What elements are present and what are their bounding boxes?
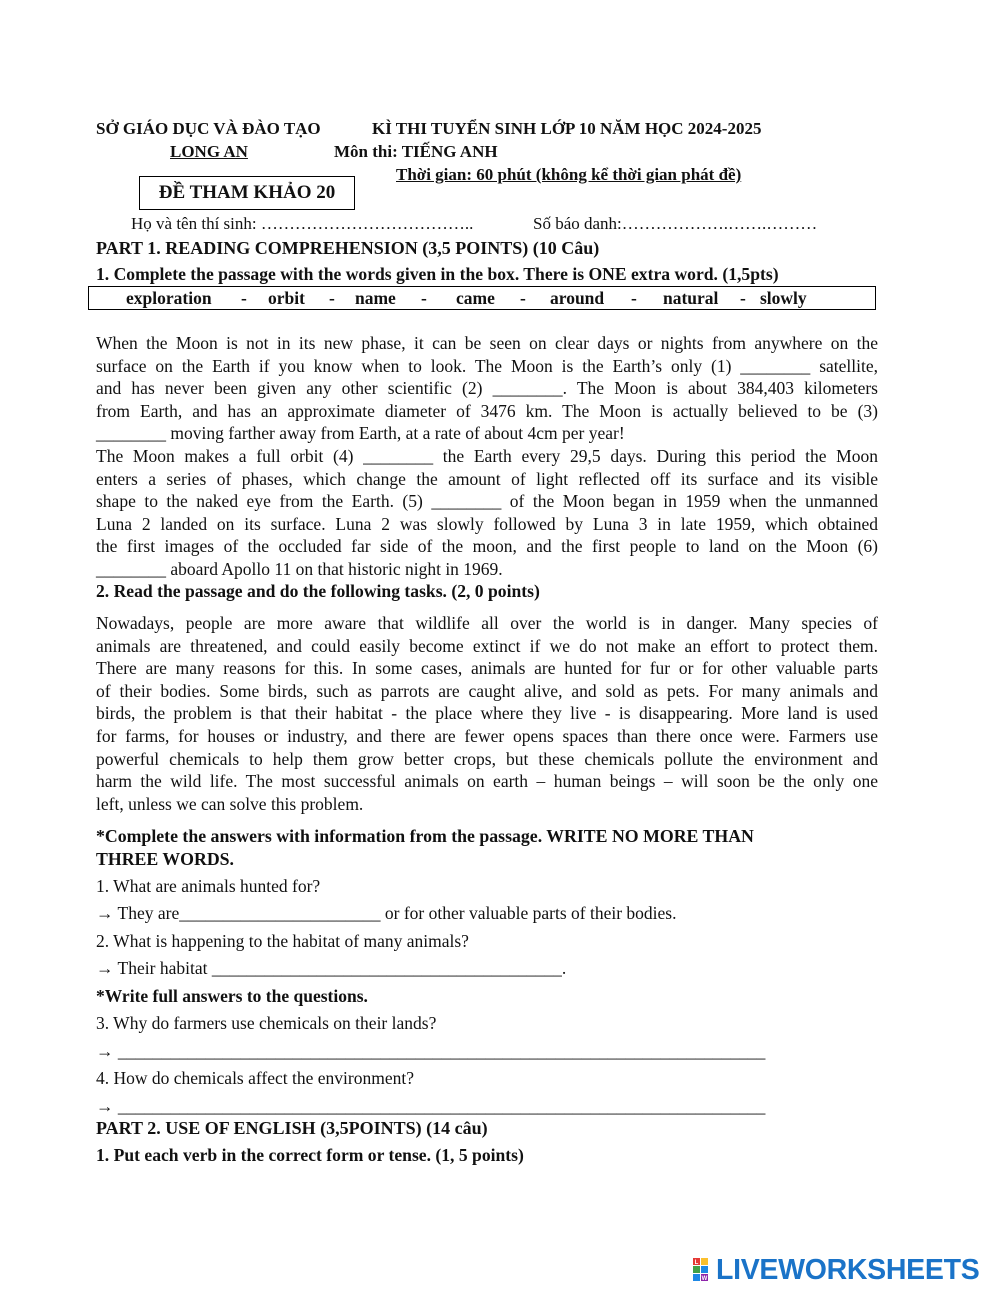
answer-1-prefix[interactable]: → They are_______________________ <box>96 903 381 923</box>
answer-4-line[interactable]: → __________________________________________________________________________ <box>96 1096 766 1116</box>
moon-passage <box>96 332 878 581</box>
part1-q2-instruction: 2. Read the passage and do the following tasks. (2, 0 points) <box>96 581 540 601</box>
question-4: 4. How do chemicals affect the environment? <box>96 1068 414 1088</box>
province-name: LONG AN <box>170 142 248 161</box>
passage-line: harm the wild life. The most successful animals on earth – human beings – will soon be the only one <box>96 771 878 792</box>
passage-line: ________ aboard Apollo 11 on that historic night in 1969. <box>96 558 503 579</box>
passage-line: for farms, for houses or industry, and there are fewer opens spaces than there once were. Farmers use <box>96 725 878 746</box>
word-box-item: orbit <box>268 288 305 308</box>
logo-letter: L <box>694 1260 699 1266</box>
passage-line: powerful chemicals to help them grow better crops, but these chemicals pollute the environment and <box>96 748 878 769</box>
part1-title: PART 1. READING COMPREHENSION (3,5 POINTS) (10 Câu) <box>96 238 600 258</box>
passage-line: When the Moon is not in its new phase, it can be seen on clear days or nights from anywhere on the <box>96 333 878 353</box>
passage-line: and has never been given any other scientific (2) ________. The Moon is about 384,403 kilometers <box>96 378 878 399</box>
word-separator: - <box>631 288 637 308</box>
word-box-item: slowly <box>760 288 807 308</box>
exam-subject: Môn thi: TIẾNG ANH <box>334 142 498 161</box>
reference-exam-box: ĐỀ THAM KHẢO 20 <box>139 176 355 210</box>
question-1: 1. What are animals hunted for? <box>96 876 321 896</box>
word-separator: - <box>329 288 335 308</box>
passage-line: There are many reasons for this. In some cases, animals are hunted for fur or for other valuable parts <box>96 658 878 679</box>
word-separator: - <box>421 288 427 308</box>
answer-2-line[interactable]: → Their habitat ________________________________________. <box>96 958 567 978</box>
passage-line: enters a series of phases, which change the amount of light reflected off its surface and its visible <box>96 468 878 489</box>
department-name: SỞ GIÁO DỤC VÀ ĐÀO TẠO <box>96 119 321 138</box>
passage-line: ________ moving farther away from Earth, at a rate of about 4cm per year! <box>96 423 625 444</box>
task2-instruction: *Write full answers to the questions. <box>96 986 368 1006</box>
logo-letter: W <box>701 1276 708 1282</box>
answer-3-line[interactable]: → __________________________________________________________________________ <box>96 1041 766 1061</box>
word-box-item: natural <box>663 288 719 308</box>
word-separator: - <box>241 288 247 308</box>
word-box-item: name <box>355 288 396 308</box>
candidate-id-field[interactable]: Số báo danh:……………….…….……… <box>533 214 818 233</box>
wildlife-passage <box>96 612 878 815</box>
part2-q1-instruction: 1. Put each verb in the correct form or tense. (1, 5 points) <box>96 1145 524 1165</box>
passage-line: The Moon makes a full orbit (4) ________ the Earth every 29,5 days. During this period the Moon <box>96 445 878 466</box>
liveworksheets-wordmark: LIVEWORKSHEETS <box>716 1254 980 1286</box>
word-box-item: around <box>550 288 605 308</box>
passage-line: animals are threatened, and could easily become extinct if we do not make an effort to protect them. <box>96 635 878 656</box>
word-separator: - <box>740 288 746 308</box>
passage-line: Nowadays, people are more aware that wildlife all over the world is in danger. Many species of <box>96 613 878 633</box>
passage-line: the first images of the occluded far side of the moon, and the first people to land on the Moon (6) <box>96 536 878 557</box>
answer-1-suffix: or for other valuable parts of their bodies. <box>384 903 677 923</box>
liveworksheets-icon <box>692 1257 718 1283</box>
candidate-name-field[interactable]: Họ và tên thí sinh: ……………………………….. <box>131 214 474 233</box>
task1-instruction-cont: THREE WORDS. <box>96 849 235 869</box>
passage-line: left, unless we can solve this problem. <box>96 793 364 814</box>
word-box <box>88 286 876 310</box>
task1-instruction: *Complete the answers with information from the passage. WRITE NO MORE THAN <box>96 826 754 846</box>
answer-1-line[interactable] <box>96 903 676 924</box>
passage-line: surface on the Earth if you know when to look. The Moon is the Earth’s only (1) ________ satellite, <box>96 355 878 376</box>
passage-line: shape to the naked eye from the Earth. (5) ________ of the Moon began in 1959 when the unmanned <box>96 491 878 512</box>
part2-title: PART 2. USE OF ENGLISH (3,5POINTS) (14 câu) <box>96 1118 488 1138</box>
question-3: 3. Why do farmers use chemicals on their lands? <box>96 1013 437 1033</box>
exam-duration: Thời gian: 60 phút (không kể thời gian phát đề) <box>396 165 742 184</box>
passage-line: from Earth, and has an approximate diameter of 3476 km. The Moon is actually believed to be (3) <box>96 400 878 421</box>
passage-line: Luna 2 landed on its surface. Luna 2 was slowly followed by Luna 3 in late 1959, which obtained <box>96 513 878 534</box>
word-separator: - <box>520 288 526 308</box>
question-2: 2. What is happening to the habitat of many animals? <box>96 931 469 951</box>
passage-line: of their bodies. Some birds, such as parrots are caught alive, and sold as pets. For many animals and <box>96 680 878 701</box>
passage-line: birds, the problem is that their habitat - the place where they live - is disappearing. More land is used <box>96 703 878 724</box>
word-box-item: exploration <box>126 288 212 308</box>
part1-q1-instruction: 1. Complete the passage with the words given in the box. There is ONE extra word. (1,5pts) <box>96 264 779 284</box>
exam-title: KÌ THI TUYỂN SINH LỚP 10 NĂM HỌC 2024-2025 <box>372 119 762 138</box>
word-box-item: came <box>456 288 495 308</box>
